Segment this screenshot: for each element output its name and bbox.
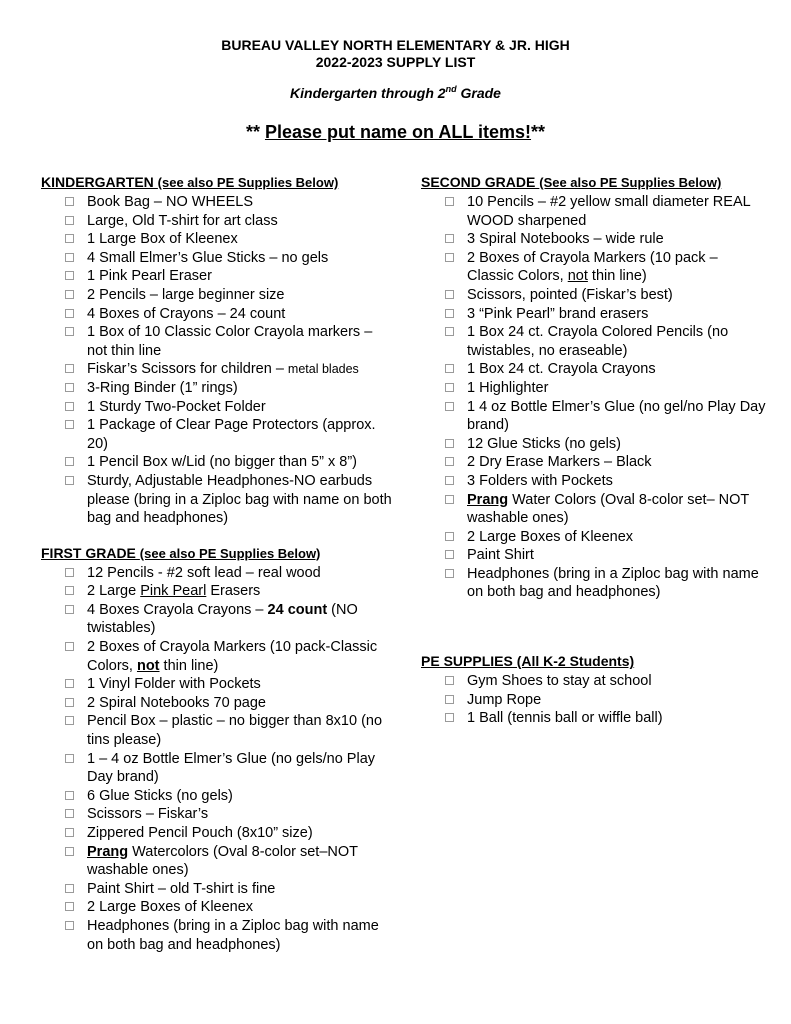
checkbox-icon[interactable] xyxy=(445,457,454,466)
list-item xyxy=(41,286,396,305)
checkbox-icon[interactable] xyxy=(445,197,454,206)
item-text: 2 Large Boxes of Kleenex xyxy=(467,528,634,545)
checkbox-icon[interactable] xyxy=(65,568,74,577)
item-text: 1 Vinyl Folder with Pockets xyxy=(87,676,261,693)
list-item xyxy=(421,565,766,602)
checkbox-icon[interactable] xyxy=(65,754,74,763)
item-text: Pencil Box – plastic – no bigger than 8x10 (no tins please) xyxy=(87,713,383,749)
second-grade-subtitle: (See also PE Supplies Below) xyxy=(539,175,722,190)
item-text: 1 Sturdy Two-Pocket Folder xyxy=(87,398,266,415)
item-text: 10 Pencils – #2 yellow small diameter REAL WOOD sharpened xyxy=(467,194,751,229)
list-item xyxy=(41,582,396,601)
list-item xyxy=(421,472,766,491)
item-text-underlined: not xyxy=(567,268,588,285)
item-text: 2 Boxes of Crayola Markers (10 pack – Classic Colors, xyxy=(467,249,718,285)
list-item xyxy=(41,750,396,787)
item-text: Headphones (bring in a Ziploc bag with name on both bag and headphones) xyxy=(467,565,759,601)
list-item xyxy=(421,672,766,691)
list-item xyxy=(421,546,766,565)
checkbox-icon[interactable] xyxy=(65,884,74,893)
list-item xyxy=(421,491,766,528)
checkbox-icon[interactable] xyxy=(65,253,74,262)
checkbox-icon[interactable] xyxy=(445,439,454,448)
checkbox-icon[interactable] xyxy=(65,290,74,299)
item-text: Sturdy, Adjustable Headphones-NO earbuds please (bring in a Ziploc bag with name on both bag and headphones) xyxy=(87,472,392,527)
checkbox-icon[interactable] xyxy=(445,695,454,704)
list-item xyxy=(421,360,766,379)
checkbox-icon[interactable] xyxy=(445,327,454,336)
second-grade-list xyxy=(421,193,766,602)
item-text: 1 Pink Pearl Eraser xyxy=(87,268,212,285)
item-text: 1 Large Box of Kleenex xyxy=(87,231,238,248)
checkbox-icon[interactable] xyxy=(445,402,454,411)
item-text: Paint Shirt – old T-shirt is fine xyxy=(87,880,276,897)
checkbox-icon[interactable] xyxy=(65,457,74,466)
list-item xyxy=(421,435,766,454)
checkbox-icon[interactable] xyxy=(65,216,74,225)
right-column xyxy=(421,174,766,728)
checkbox-icon[interactable] xyxy=(445,532,454,541)
list-item xyxy=(41,305,396,324)
name-reminder-prefix: ** xyxy=(245,122,265,142)
list-item xyxy=(41,212,396,231)
checkbox-icon[interactable] xyxy=(65,698,74,707)
item-text: 4 Boxes Crayola Crayons – xyxy=(87,601,268,618)
list-item xyxy=(41,694,396,713)
item-text: thin line) xyxy=(587,268,647,285)
list-item xyxy=(421,398,766,435)
kindergarten-list xyxy=(41,193,396,528)
checkbox-icon[interactable] xyxy=(445,676,454,685)
checkbox-icon[interactable] xyxy=(65,402,74,411)
item-text-underlined: Pink Pearl xyxy=(140,583,207,600)
left-column xyxy=(41,174,396,954)
pe-supplies-heading: PE SUPPLIES (All K-2 Students) xyxy=(421,653,635,670)
checkbox-icon[interactable] xyxy=(65,476,74,485)
checkbox-icon[interactable] xyxy=(65,809,74,818)
list-item xyxy=(421,249,766,286)
list-item xyxy=(41,638,396,675)
list-item xyxy=(41,843,396,880)
checkbox-icon[interactable] xyxy=(65,586,74,595)
first-grade-subtitle: (see also PE Supplies Below) xyxy=(139,545,321,561)
item-text-small: metal blades xyxy=(287,362,359,377)
list-item xyxy=(41,675,396,694)
checkbox-icon[interactable] xyxy=(65,902,74,911)
checkbox-icon[interactable] xyxy=(65,197,74,206)
item-text: 2 Boxes of Crayola Markers (10 pack-Classic Colors, xyxy=(87,639,378,674)
checkbox-icon[interactable] xyxy=(65,420,74,429)
list-item xyxy=(41,787,396,806)
list-item xyxy=(41,193,396,212)
checkbox-icon[interactable] xyxy=(65,271,74,280)
list-item xyxy=(421,305,766,324)
item-text-bold-underlined: not xyxy=(136,657,160,674)
item-text: 1 Package of Clear Page Protectors (approx. 20) xyxy=(87,417,376,452)
checkbox-icon[interactable] xyxy=(445,550,454,559)
item-text: 1 Pencil Box w/Lid (no bigger than 5” x 8”) xyxy=(87,454,357,471)
list-item xyxy=(41,360,396,379)
item-text: (NO twistables) xyxy=(87,601,358,637)
item-text: 6 Glue Sticks (no gels) xyxy=(87,787,233,804)
list-item xyxy=(41,824,396,843)
item-text: Book Bag – NO WHEELS xyxy=(87,194,254,210)
checkbox-icon[interactable] xyxy=(65,327,74,336)
checkbox-icon[interactable] xyxy=(65,828,74,837)
item-text: Watercolors (Oval 8-color set–NOT washable ones) xyxy=(87,843,358,879)
list-item xyxy=(41,712,396,749)
item-text: 1 4 oz Bottle Elmer’s Glue (no gel/no Play Day brand) xyxy=(467,398,766,434)
first-grade-heading xyxy=(41,545,396,562)
school-name: BUREAU VALLEY NORTH ELEMENTARY & JR. HIGH xyxy=(221,37,570,53)
list-item xyxy=(41,230,396,249)
kindergarten-heading xyxy=(41,174,396,191)
name-reminder-text: Please put name on ALL items! xyxy=(264,122,532,142)
grade-range xyxy=(0,80,791,102)
item-text-bold-underlined: Prang xyxy=(87,843,129,860)
second-grade-heading xyxy=(421,174,766,191)
item-text: Zippered Pencil Pouch (8x10” size) xyxy=(87,825,313,841)
list-item xyxy=(41,267,396,286)
item-text: 1 – 4 oz Bottle Elmer’s Glue (no gels/no Play Day brand) xyxy=(87,750,376,786)
checkbox-icon[interactable] xyxy=(65,364,74,373)
list-item xyxy=(41,472,396,528)
checkbox-icon[interactable] xyxy=(445,234,454,243)
list-item xyxy=(421,453,766,472)
item-text: Scissors – Fiskar’s xyxy=(87,806,209,823)
item-text: 3-Ring Binder (1” rings) xyxy=(87,379,238,396)
list-item xyxy=(41,416,396,453)
grade-range-ordinal: nd xyxy=(445,84,457,94)
item-text: 3 “Pink Pearl” brand erasers xyxy=(467,305,649,322)
grade-range-suffix: Grade xyxy=(456,85,501,101)
list-item xyxy=(41,398,396,417)
first-grade-list xyxy=(41,564,396,954)
item-text: Paint Shirt xyxy=(467,547,534,564)
supply-list-year: 2022-2023 SUPPLY LIST xyxy=(315,54,476,70)
checkbox-icon[interactable] xyxy=(65,679,74,688)
item-text: 2 Large xyxy=(87,583,141,600)
list-item xyxy=(41,379,396,398)
checkbox-icon[interactable] xyxy=(65,605,74,614)
item-text: 3 Folders with Pockets xyxy=(467,472,613,489)
list-item xyxy=(421,286,766,305)
list-item xyxy=(421,528,766,547)
checkbox-icon[interactable] xyxy=(65,234,74,243)
list-item xyxy=(421,323,766,360)
list-item xyxy=(41,453,396,472)
kindergarten-subtitle: (see also PE Supplies Below) xyxy=(157,175,339,190)
checkbox-icon[interactable] xyxy=(65,716,74,725)
checkbox-icon[interactable] xyxy=(65,642,74,651)
list-item xyxy=(421,379,766,398)
list-item xyxy=(41,880,396,899)
item-text: 1 Highlighter xyxy=(467,379,549,396)
item-text: 3 Spiral Notebooks – wide rule xyxy=(467,231,664,248)
kindergarten-title: KINDERGARTEN xyxy=(41,174,158,190)
checkbox-icon[interactable] xyxy=(445,569,454,578)
list-item xyxy=(421,193,766,230)
list-item xyxy=(41,898,396,917)
pe-supplies-list xyxy=(421,672,766,728)
list-item xyxy=(41,601,396,638)
item-text: 12 Glue Sticks (no gels) xyxy=(467,435,621,452)
list-item xyxy=(421,709,766,728)
item-text: 4 Small Elmer’s Glue Sticks – no gels xyxy=(87,249,329,266)
checkbox-icon[interactable] xyxy=(445,290,454,299)
second-grade-title: SECOND GRADE xyxy=(421,174,540,190)
list-item xyxy=(41,805,396,824)
list-item xyxy=(41,917,396,954)
item-text: Jump Rope xyxy=(467,691,542,708)
name-reminder-suffix: ** xyxy=(531,122,546,142)
item-text: 1 Ball (tennis ball or wiffle ball) xyxy=(467,710,663,727)
item-text: 1 Box 24 ct. Crayola Crayons xyxy=(467,361,656,378)
checkbox-icon[interactable] xyxy=(65,791,74,800)
checkbox-icon[interactable] xyxy=(445,476,454,485)
checkbox-icon[interactable] xyxy=(445,309,454,318)
item-text: 2 Dry Erase Markers – Black xyxy=(467,454,652,471)
checkbox-icon[interactable] xyxy=(445,713,454,722)
item-text: Headphones (bring in a Ziploc bag with name on both bag and headphones) xyxy=(87,917,379,953)
checkbox-icon[interactable] xyxy=(65,921,74,930)
list-item xyxy=(41,323,396,360)
grade-range-prefix: Kindergarten through 2 xyxy=(290,85,446,101)
item-text: Gym Shoes to stay at school xyxy=(467,673,652,690)
checkbox-icon[interactable] xyxy=(65,847,74,856)
list-item xyxy=(41,249,396,268)
item-text: 1 Box 24 ct. Crayola Colored Pencils (no twistables, no eraseable) xyxy=(467,324,729,359)
checkbox-icon[interactable] xyxy=(445,253,454,262)
list-item xyxy=(421,230,766,249)
checkbox-icon[interactable] xyxy=(65,309,74,318)
item-text: 2 Large Boxes of Kleenex xyxy=(87,899,254,916)
item-text: thin line) xyxy=(159,657,219,674)
item-text: Water Colors (Oval 8-color set– NOT washable ones) xyxy=(467,491,750,527)
name-reminder xyxy=(0,121,791,143)
item-text-bold: 24 count xyxy=(267,601,328,618)
item-text: Fiskar’s Scissors for children – xyxy=(87,361,288,378)
checkbox-icon[interactable] xyxy=(65,383,74,392)
checkbox-icon[interactable] xyxy=(445,383,454,392)
list-item xyxy=(41,564,396,583)
item-text: 1 Box of 10 Classic Color Crayola markers – not thin line xyxy=(87,324,373,359)
first-grade-title: FIRST GRADE xyxy=(41,544,140,561)
item-text-bold-underlined: Prang xyxy=(467,491,509,508)
item-text: 4 Boxes of Crayons – 24 count xyxy=(87,305,286,322)
item-text: 2 Pencils – large beginner size xyxy=(87,286,285,303)
list-item xyxy=(421,691,766,710)
item-text: Large, Old T-shirt for art class xyxy=(87,212,278,229)
item-text: 2 Spiral Notebooks 70 page xyxy=(87,694,266,711)
item-text: Scissors, pointed (Fiskar’s best) xyxy=(467,286,673,303)
item-text: Erasers xyxy=(206,583,261,600)
checkbox-icon[interactable] xyxy=(445,364,454,373)
item-text: 12 Pencils - #2 soft lead – real wood xyxy=(87,564,321,581)
checkbox-icon[interactable] xyxy=(445,495,454,504)
